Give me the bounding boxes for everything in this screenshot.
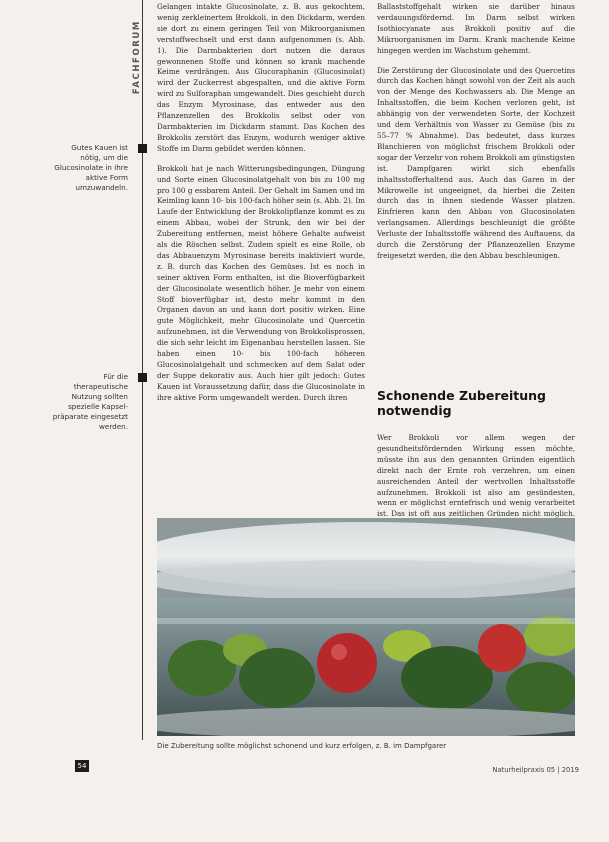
sidenote-2: Für die therapeutische Nutzung sollten spezielle Kapsel-präparate eingesetzt werden.: [52, 372, 128, 431]
steamer-illustration: [157, 518, 575, 736]
section-heading: Schonende Zubereitung notwendig: [377, 388, 546, 418]
paragraph: Brokkoli hat je nach Witterungsbedingungen, Düngung und Sorte einen Glucosinolatgehalt von bis zu 100 mg pro 100 g essbarem Anteil. Der Gehalt im Samen und im Keimling kann 10- bis 100-fach höher sein (s. Abb. 2). Im Laufe der Entwicklung der Brokkolipflanze kommt es zu einem Abbau, wobei der Strunk, den wir bei der Zubereitung entfernen, meist höhere Gehalte aufweist als die Röschen selbst. Zudem spielt es eine Rolle, ob das Abbauenzym Myrosinase bereits inaktiviert wurde, z. B. durch das Kochen des Gemüses. Ist es noch in seiner aktiven Form enthalten, ist die Bioverfügbarkeit der Glucosinolate wesentlich höher. Je mehr von einem Stoff bioverfügbar ist, desto mehr kommt in den Organen davon an und kann dort positiv wirken. Eine gute Möglichkeit, mehr Glucosinolate und Quercetin aufzunehmen, ist die Verwendung von Brokkolisprossen, die sich sehr leicht im Eigenanbau herstellen lassen. Sie haben einen 10- bis 100-fach höheren Glucosinolatgehalt und schmecken auf dem Salat oder der Suppe dekorativ aus. Auch hier gilt jedoch: Gutes Kauen ist Voraussetzung dafür, dass die Glucosinolate in ihre aktive Form umgewandelt werden. Durch ihren: [157, 163, 365, 402]
section-label: FACHFORUM: [132, 20, 142, 95]
body-column-1: [157, 2, 365, 413]
photo-caption: Die Zubereitung sollte möglichst schonend und kurz erfolgen, z. B. im Dampfgarer: [157, 742, 447, 750]
paragraph: Die Zerstörung der Glucosinolate und des Quercetins durch das Kochen hängt sowohl von der Zeit als auch von der Menge des Kochwassers ab. Die Menge an Inhaltsstoffen, die beim Kochen verloren geht, ist abhängig von der verwendeten Sorte, der Kochzeit und dem Verhältnis von Wasser zu Gemüse (bis zu 55–77 % Abnahme). Das bedeutet, dass kurzes Blanchieren von möglichst frischem Brokkoli oder sogar der Verzehr von rohem Brokkoli am günstigsten ist. Dampfgaren wirkt sich ebenfalls inhaltsstofferhaltend aus. Auch das Garen in der Mikrowelle ist ungeeignet, da hierbei die Zeiten durch das in ihnen siedende Wasser platzen. Einfrieren kann den Abbau von Glucosinolaten verlangsamen. Allerdings beschleunigt die größte Verluste der Inhaltsstoffe während des Auftauens, da durch die Zerstörung der Pflanzenzellen Enzyme freigesetzt werden, die den Abbau beschleunigen.: [377, 65, 575, 260]
paragraph: Ballaststoffgehalt wirken sie darüber hinaus verdauungsfördernd. Im Darm selbst wirken Isothiocyanate aus Brokkoli positiv auf die Mikroorganismen im Darm. Krank machende Keime hingegen werden im Wachstum gehemmt.: [377, 2, 575, 55]
journal-footer: Naturheilpraxis 05 | 2019: [492, 766, 579, 774]
steamer-photo: [157, 518, 575, 736]
sidenote-marker: [138, 373, 147, 382]
paragraph: Gelangen intakte Glucosinolate, z. B. aus gekochtem, wenig zerkleinertem Brokkoli, in den Dickdarm, werden sie dort zu einem geringen Teil von Mikroorganismen verstoffwechselt und erst dann aufgenommen (s. Abb. 1). Die Darmbakterien dort nutzen die daraus gewonnenen Stoffe und können so krank machende Keime verdrängen. Aus Glucoraphanin (Glucosinolat) wird der Zuckerrest abgespalten, und die aktive Form wird zu Sulforaphan umgewandelt. Dies geschieht durch das Enzym Myrosinase, das entweder aus den Pflanzenzellen des Brokkolis selbst oder von Darmbakterien im Dickdarm stammt. Das Kochen des Brokkolis zerstört das Enzym, wodurch weniger aktive Stoffe im Darm gebildet werden können.: [157, 2, 365, 153]
margin-rule: [142, 0, 143, 740]
page-number: 54: [75, 760, 89, 772]
body-column-2: [377, 2, 575, 271]
sidenote-1: Gutes Kauen ist nötig, um die Glucosinolate in ihre aktive Form umzuwandeln.: [54, 143, 128, 192]
paragraph: Wer Brokkoli vor allem wegen der gesundheitsfördernden Wirkung essen möchte, müsste ihn aus den genannten Gründen eigentlich direkt nach der Ernte roh verzehren, um einen ausreichenden Anteil der wertvollen Inhaltsstoffe aufzunehmen. Brokkoli ist also am gesündesten, wenn er möglichst erntefrisch und wenig verarbeitet ist. Das ist oft aus zeitlichen Gründen nicht möglich.: [377, 433, 575, 519]
sidenote-marker: [138, 144, 147, 153]
